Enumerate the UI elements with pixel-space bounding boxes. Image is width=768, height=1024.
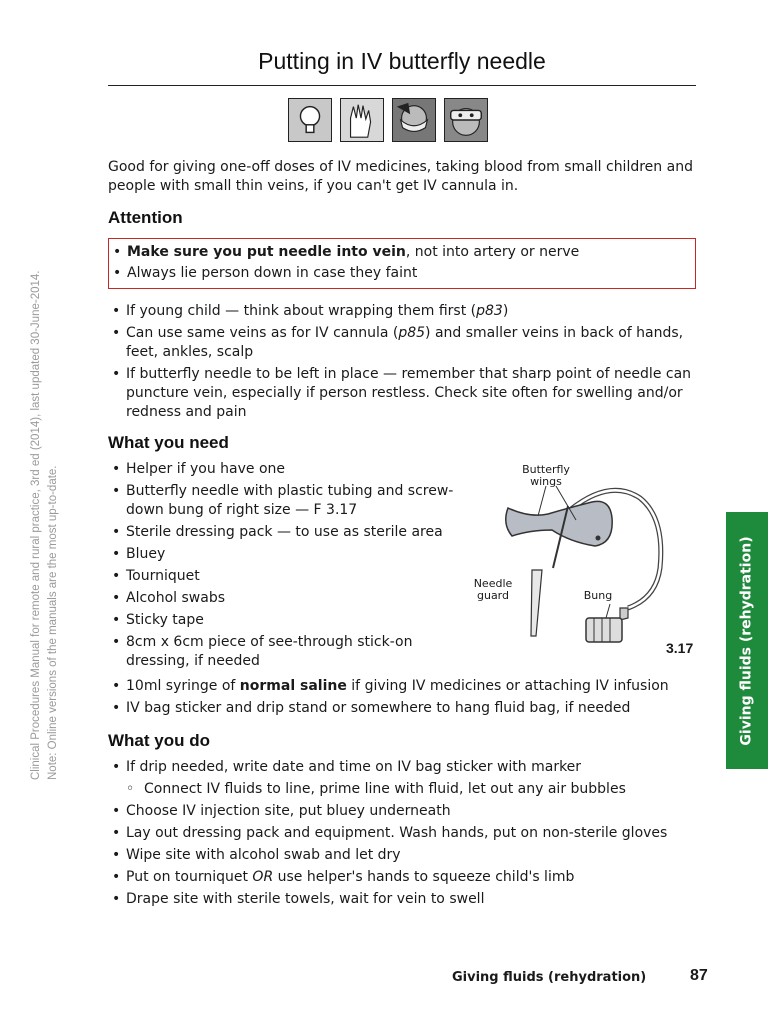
what-you-need-heading: What you need: [108, 433, 229, 452]
goggles-icon: [444, 98, 488, 142]
margin-note: [28, 260, 62, 780]
butterfly-needle-illustration: [460, 458, 700, 658]
list-item: • Choose IV injection site, put bluey underneath: [108, 802, 708, 821]
list-item: • Sticky tape: [108, 611, 468, 630]
list-item: • Lay out dressing pack and equipment. Wash hands, put on non-sterile gloves: [108, 824, 708, 843]
need-list: [108, 460, 468, 674]
list-item: • Can use same veins as for IV cannula (p85) and smaller veins in back of hands, feet, ankles, scalp: [108, 324, 708, 362]
gloves-icon: [340, 98, 384, 142]
what-you-do-heading: What you do: [108, 731, 210, 750]
list-item: • 10ml syringe of normal saline if giving IV medicines or attaching IV infusion: [108, 677, 708, 696]
section-side-tab: Giving fluids (rehydration): [726, 512, 768, 769]
mask-icon: [392, 98, 436, 142]
attention-item: • Make sure you put needle into vein, not into artery or nerve: [109, 243, 689, 262]
margin-note-line: Clinical Procedures Manual for remote and rural practice, 3rd ed (2014), last updated 30-June-2014.: [30, 270, 42, 780]
list-item: • Butterfly needle with plastic tubing and screw-down bung of right size — F 3.17: [108, 482, 468, 520]
list-item: • If butterfly needle to be left in place — remember that sharp point of needle can puncture vein, especially if person restless. Check site often for swelling and/or redness and pain: [108, 365, 708, 422]
attention-box: [108, 238, 696, 289]
list-item: • If drip needed, write date and time on IV bag sticker with marker: [108, 758, 708, 777]
list-subitem: ◦ Connect IV fluids to line, prime line with fluid, let out any air bubbles: [108, 780, 708, 799]
margin-note-line: Note: Online versions of the manuals are the most up-to-date.: [47, 465, 59, 780]
list-item: • Put on tourniquet OR use helper's hands to squeeze child's limb: [108, 868, 708, 887]
list-item: • Sterile dressing pack — to use as sterile area: [108, 523, 526, 542]
attention-item: • Always lie person down in case they faint: [109, 264, 689, 283]
footer-section-label: Giving fluids (rehydration): [452, 970, 647, 985]
butterfly-needle-figure: [460, 458, 700, 658]
do-list: [108, 758, 708, 912]
title-divider: [108, 85, 696, 86]
list-item: • Helper if you have one: [108, 460, 468, 479]
list-item: • Drape site with sterile towels, wait for vein to swell: [108, 890, 708, 909]
page-number: 87: [690, 967, 708, 984]
list-item: • If young child — think about wrapping them first (p83): [108, 302, 708, 321]
attention-heading: Attention: [108, 208, 183, 227]
general-list: [108, 302, 708, 425]
page-title: Putting in IV butterfly needle: [258, 48, 546, 74]
list-item: • Tourniquet: [108, 567, 468, 586]
list-item: • Wipe site with alcohol swab and let dry: [108, 846, 708, 865]
needle-guard-label: Needle guard: [473, 577, 513, 602]
intro-text: Good for giving one-off doses of IV medicines, taking blood from small children and people with small thin veins, if you can't get IV cannula in.: [108, 159, 693, 194]
list-item: • 8cm x 6cm piece of see-through stick-on dressing, if needed: [108, 633, 468, 671]
butterfly-wings-label: Butterfly wings: [522, 463, 570, 488]
bung-label: Bung: [583, 589, 613, 602]
list-item: • Alcohol swabs: [108, 589, 468, 608]
figure-number: 3.17: [666, 640, 694, 656]
list-item: • IV bag sticker and drip stand or somewhere to hang fluid bag, if needed: [108, 699, 708, 718]
lightbulb-icon: [288, 98, 332, 142]
precaution-icons: [288, 98, 488, 142]
list-item: • Bluey: [108, 545, 468, 564]
need-list-continued: [108, 677, 708, 721]
